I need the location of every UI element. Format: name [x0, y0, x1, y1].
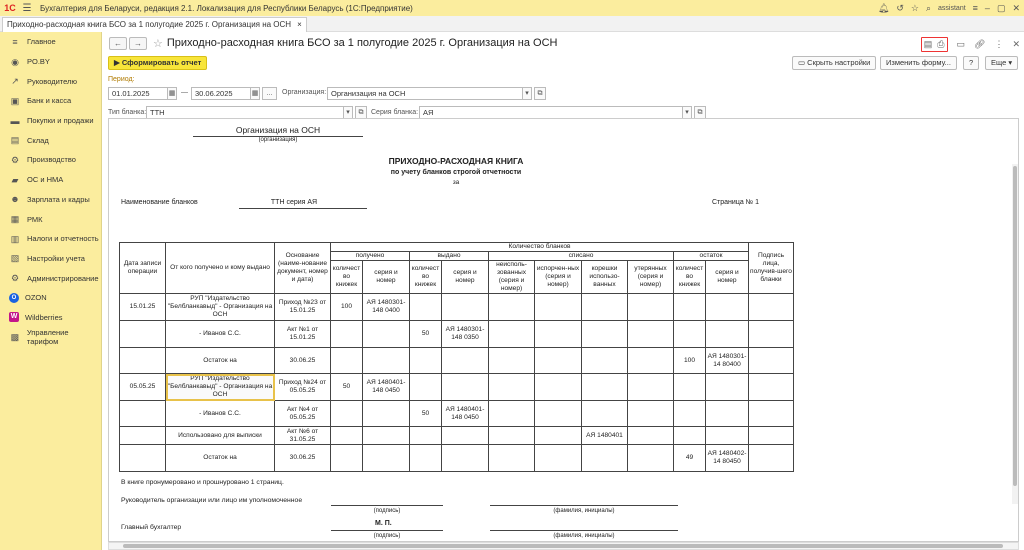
cell-received-qty[interactable]: 100	[331, 294, 363, 321]
cell-issued-series[interactable]: АЯ 1480401-148 0450	[442, 401, 489, 427]
report-org-name: Организация на ОСН	[235, 125, 321, 135]
cell-lost[interactable]	[628, 445, 674, 472]
report-title: ПРИХОДНО-РАСХОДНАЯ КНИГА	[388, 156, 524, 166]
header-from: От кого получено и кому выдано	[166, 243, 275, 294]
bell-icon[interactable]: 🔔︎	[877, 2, 890, 13]
sidebar-item-wildberries[interactable]	[0, 308, 101, 328]
period-dash: —	[181, 89, 188, 96]
sidebar-item-warehouse[interactable]	[0, 130, 101, 150]
gear-icon: ⚙	[10, 273, 20, 284]
cell-unused[interactable]	[489, 348, 535, 374]
back-button[interactable]: ←	[109, 37, 127, 50]
cell-lost[interactable]	[628, 374, 674, 401]
cell-balance-series[interactable]	[706, 427, 749, 445]
cell-balance-series[interactable]	[706, 321, 749, 348]
cell-balance-series[interactable]	[706, 374, 749, 401]
maximize-icon[interactable]: ▢	[996, 2, 1006, 13]
sidebar-item-taxes[interactable]	[0, 229, 101, 249]
report-sheet[interactable]	[108, 118, 1019, 542]
cell-balance-qty[interactable]: 49	[674, 445, 706, 472]
bank-icon: ▣	[10, 95, 20, 106]
blank-name-label: Наименование бланков	[121, 199, 198, 206]
app-title: Бухгалтерия для Беларуси, редакция 2.1. Локализация для Республики Беларусь (1С:Предприятие)	[40, 3, 413, 13]
print-icon[interactable]: ⎙	[937, 39, 945, 49]
sidebar-item-manager[interactable]	[0, 71, 101, 91]
sidebar-item-poby[interactable]	[0, 52, 101, 72]
blank-type-field[interactable]: ТТН	[146, 106, 344, 119]
cell-spoiled[interactable]	[535, 348, 582, 374]
cell-balance-qty[interactable]	[674, 321, 706, 348]
cell-from-selected[interactable]: РУП "Издательство "Белбланкавыд" - Организация на ОСН	[166, 374, 275, 401]
cell-date[interactable]	[120, 427, 166, 445]
cell-received-qty[interactable]	[331, 321, 363, 348]
cell-balance-qty[interactable]	[674, 294, 706, 321]
gear-icon: ⚙	[10, 154, 20, 165]
sidebar-item-label: Покупки и продажи	[27, 116, 94, 126]
sidebar-item-label: OZON	[25, 293, 47, 303]
title-bar-actions	[878, 0, 1020, 16]
header-written-off: списано	[489, 252, 674, 261]
cell-signature[interactable]	[749, 348, 794, 374]
cell-unused[interactable]	[489, 294, 535, 321]
header-lost: утерянных (серия и номер)	[628, 261, 674, 294]
cell-spoiled[interactable]	[535, 374, 582, 401]
cell-issued-series[interactable]	[442, 374, 489, 401]
sidebar-item-tariff[interactable]	[0, 327, 101, 347]
cell-stubs[interactable]	[582, 374, 628, 401]
report-org-caption: (организация)	[258, 137, 298, 143]
cell-issued-qty[interactable]	[410, 294, 442, 321]
cell-spoiled[interactable]	[535, 427, 582, 445]
header-balance: остаток	[674, 252, 749, 261]
cell-stubs[interactable]	[582, 348, 628, 374]
change-form-button[interactable]: Изменить форму...	[880, 56, 957, 70]
cell-issued-qty[interactable]	[410, 427, 442, 445]
cell-issued-qty[interactable]	[410, 348, 442, 374]
chief-name-line	[490, 530, 678, 531]
cell-from[interactable]: РУП "Издательство "Белбланкавыд" - Организация на ОСН	[166, 294, 275, 321]
date-from-calendar-icon[interactable]: ▦	[167, 87, 177, 100]
cell-received-qty[interactable]	[331, 401, 363, 427]
blank-type-dropdown-icon[interactable]: ▾	[343, 106, 353, 119]
cell-received-qty[interactable]	[331, 427, 363, 445]
cell-issued-series[interactable]	[442, 348, 489, 374]
sidebar-item-label: Настройки учета	[27, 253, 85, 263]
form-header-icons	[921, 37, 1020, 52]
cell-date[interactable]	[120, 321, 166, 348]
header-received: получено	[331, 252, 410, 261]
blank-name-underline	[239, 208, 367, 209]
cell-issued-series[interactable]: АЯ 1480301-148 0350	[442, 321, 489, 348]
cell-stubs[interactable]	[582, 321, 628, 348]
print-buttons-group	[921, 37, 948, 52]
save-icon[interactable]: ▤	[923, 39, 933, 49]
cell-balance-qty[interactable]	[674, 401, 706, 427]
wildberries-icon: W	[10, 313, 18, 321]
sidebar-item-label: Wildberries	[25, 312, 63, 322]
cell-date[interactable]	[120, 348, 166, 374]
circle-icon: ◉	[11, 56, 19, 67]
period-select-button[interactable]: ...	[262, 87, 277, 100]
cell-received-qty[interactable]: 50	[331, 374, 363, 401]
cell-signature[interactable]	[749, 401, 794, 427]
header-spoiled: испорчен-ных (серия и номер)	[535, 261, 582, 294]
date-to-field[interactable]: 30.06.2025	[191, 87, 251, 100]
forward-button[interactable]: →	[129, 37, 147, 50]
cell-basis[interactable]: Приход №24 от 05.05.25	[275, 374, 331, 401]
page-number: Страница № 1	[712, 199, 760, 206]
org-dropdown-icon[interactable]: ▾	[522, 87, 532, 100]
sidebar-item-rmk[interactable]	[0, 209, 101, 229]
series-open-icon[interactable]: ⧉	[694, 106, 706, 119]
tab-bar	[0, 16, 1024, 32]
date-from-field[interactable]: 01.01.2025	[108, 87, 168, 100]
sidebar-item-assets[interactable]	[0, 170, 101, 190]
close-form-icon[interactable]: ✕	[1012, 39, 1020, 49]
person-icon: ☻	[10, 194, 20, 205]
cell-date[interactable]: 05.05.25	[120, 374, 166, 401]
series-label: Серия бланка:	[371, 109, 419, 116]
cell-signature[interactable]	[749, 294, 794, 321]
stamp-place: М. П.	[375, 520, 392, 527]
cell-signature[interactable]	[749, 445, 794, 472]
cell-spoiled[interactable]	[535, 294, 582, 321]
cell-from[interactable]: - Иванов С.С.	[166, 401, 275, 427]
user-name[interactable]: assistant	[938, 4, 966, 12]
chief-signature-caption: (подпись)	[373, 533, 401, 539]
favorite-star-icon[interactable]: ☆	[153, 37, 163, 50]
cell-stubs[interactable]	[582, 401, 628, 427]
cell-spoiled[interactable]	[535, 445, 582, 472]
table-row	[120, 427, 794, 445]
cell-balance-series[interactable]	[706, 294, 749, 321]
sidebar-item-ozon[interactable]	[0, 288, 101, 308]
cell-received-series[interactable]	[363, 348, 410, 374]
sidebar-item-label: Управление тарифом	[26, 328, 69, 347]
list-icon: ≡	[12, 36, 18, 47]
cell-balance-qty[interactable]	[674, 374, 706, 401]
ozon-icon: O	[9, 293, 19, 303]
cell-date[interactable]: 15.01.25	[120, 294, 166, 321]
cell-received-series[interactable]: АЯ 1480301-148 0400	[363, 294, 410, 321]
table-row	[120, 445, 794, 472]
tab-report[interactable]	[2, 17, 307, 32]
report-period-for: за	[452, 179, 460, 186]
cell-issued-series[interactable]	[442, 427, 489, 445]
table-row	[120, 321, 794, 348]
more-label: Еще	[991, 58, 1007, 67]
sidebar	[0, 32, 102, 550]
sidebar-item-production[interactable]	[0, 150, 101, 170]
cell-basis[interactable]: Акт №6 от 31.05.25	[275, 427, 331, 445]
header-qty: количест во книжек	[331, 261, 363, 294]
chief-name-caption: (фамилия, инициалы)	[553, 533, 615, 539]
tax-icon: ▥	[10, 233, 20, 244]
table-row	[120, 374, 794, 401]
header-issued: выдано	[410, 252, 489, 261]
cell-from[interactable]: Остаток на	[166, 348, 275, 374]
cell-stubs[interactable]: АЯ 1480401	[582, 427, 628, 445]
form-title: Приходно-расходная книга БСО за 1 полугодие 2025 г. Организация на ОСН	[166, 37, 558, 49]
cell-from[interactable]: Остаток на	[166, 445, 275, 472]
generate-report-button[interactable]: ▶ Сформировать отчет	[108, 56, 207, 70]
history-icon[interactable]: ↺	[896, 2, 904, 13]
header-series: серия и номер	[363, 261, 410, 294]
main-area	[103, 32, 1024, 550]
cell-balance-series[interactable]	[706, 401, 749, 427]
blank-type-label: Тип бланка:	[108, 109, 147, 116]
cell-issued-qty[interactable]: 50	[410, 321, 442, 348]
cell-unused[interactable]	[489, 445, 535, 472]
cell-basis[interactable]: 30.06.25	[275, 445, 331, 472]
sidebar-item-label: Производство	[27, 155, 76, 165]
cell-issued-qty[interactable]: 50	[410, 401, 442, 427]
link-icon[interactable]: 🔗︎	[974, 39, 986, 49]
cell-balance-qty[interactable]: 100	[674, 348, 706, 374]
sidebar-item-accounting-settings[interactable]	[0, 249, 101, 269]
search-icon[interactable]: ⌕	[925, 2, 932, 13]
header-qty: количест во книжек	[410, 261, 442, 294]
cell-date[interactable]	[120, 401, 166, 427]
blank-type-open-icon[interactable]: ⧉	[355, 106, 367, 119]
cell-issued-qty[interactable]	[410, 445, 442, 472]
more-button[interactable]: Еще ▾	[985, 56, 1018, 70]
star-icon[interactable]: ☆	[910, 2, 919, 13]
header-date: Дата записи операции	[120, 243, 166, 294]
cell-issued-series[interactable]	[442, 445, 489, 472]
cell-lost[interactable]	[628, 321, 674, 348]
menu-icon[interactable]: ☰	[22, 2, 32, 14]
sidebar-item-label: Администрирование	[27, 273, 99, 283]
footer-note: В книге пронумеровано и прошнуровано 1 страниц.	[121, 479, 284, 486]
form-header	[103, 32, 1024, 54]
settings-icon: ▧	[10, 253, 20, 264]
cell-unused[interactable]	[489, 427, 535, 445]
minimize-icon[interactable]: –	[984, 3, 990, 13]
sidebar-item-label: Банк и касса	[27, 96, 72, 106]
vertical-scroll-thumb[interactable]	[1013, 166, 1017, 486]
cell-received-series[interactable]	[363, 445, 410, 472]
cell-received-series[interactable]	[363, 321, 410, 348]
cell-signature[interactable]	[749, 321, 794, 348]
cell-unused[interactable]	[489, 401, 535, 427]
cell-lost[interactable]	[628, 294, 674, 321]
header-qty: количест во книжек	[674, 261, 706, 294]
table-row	[120, 294, 794, 321]
head-name-caption: (фамилия, инициалы)	[553, 508, 615, 514]
org-field[interactable]: Организация на ОСН	[327, 87, 523, 100]
table-row	[120, 401, 794, 427]
header-series: серия и номер	[442, 261, 489, 294]
cell-signature[interactable]	[749, 427, 794, 445]
cell-received-series[interactable]	[363, 427, 410, 445]
vertical-scrollbar[interactable]	[1012, 164, 1018, 504]
cell-received-qty[interactable]	[331, 445, 363, 472]
sidebar-item-label: ОС и НМА	[27, 175, 64, 185]
cell-received-series[interactable]: АЯ 1480401-148 0450	[363, 374, 410, 401]
form-toolbar	[108, 56, 1019, 70]
tab-label: Приходно-расходная книга БСО за 1 полугодие 2025 г. Организация на ОСН	[7, 20, 292, 29]
cell-issued-qty[interactable]	[410, 374, 442, 401]
cell-balance-series[interactable]: АЯ 1480402-14 80450	[706, 445, 749, 472]
trend-icon: ↗	[11, 76, 19, 87]
warehouse-icon: ▤	[10, 135, 20, 146]
cell-basis[interactable]: Акт №1 от 15.01.25	[275, 321, 331, 348]
cell-date[interactable]	[120, 445, 166, 472]
tariff-icon: ▩	[10, 332, 20, 343]
cell-balance-qty[interactable]	[674, 427, 706, 445]
chief-accountant-label: Главный бухгалтер	[121, 524, 182, 531]
generate-report-label: Сформировать отчет	[121, 58, 202, 67]
cell-received-qty[interactable]	[331, 348, 363, 374]
register-icon: ▦	[10, 214, 20, 225]
cell-lost[interactable]	[628, 348, 674, 374]
org-open-icon[interactable]: ⧉	[534, 87, 546, 100]
cell-spoiled[interactable]	[535, 401, 582, 427]
tab-close-icon[interactable]: ×	[297, 20, 302, 29]
more-vertical-icon[interactable]: ⋮	[994, 39, 1004, 49]
sidebar-item-label: Налоги и отчетность	[27, 234, 99, 244]
sidebar-item-label: Руководителю	[27, 76, 78, 86]
preview-icon[interactable]: ▭	[956, 39, 966, 49]
title-bar	[0, 0, 1024, 16]
header-stubs: корешки использо-ванных	[582, 261, 628, 294]
org-label: Организация:	[282, 89, 327, 96]
header-qty-group: Количество бланков	[331, 243, 749, 252]
close-window-icon[interactable]: ✕	[1012, 2, 1020, 13]
head-signature-caption: (подпись)	[373, 508, 401, 514]
horizontal-scroll-thumb[interactable]	[123, 544, 1003, 548]
sidebar-item-label: Зарплата и кадры	[27, 194, 90, 204]
sidebar-item-main[interactable]	[0, 32, 101, 52]
cell-balance-series[interactable]: АЯ 1480301-14 80400	[706, 348, 749, 374]
cell-received-series[interactable]	[363, 401, 410, 427]
cell-unused[interactable]	[489, 374, 535, 401]
cell-basis[interactable]: Акт №4 от 05.05.25	[275, 401, 331, 427]
cell-issued-series[interactable]	[442, 294, 489, 321]
head-signature-line	[331, 505, 443, 506]
app-logo: 1С	[4, 3, 16, 13]
header-unused: неисполь-зованных (серия и номер)	[489, 261, 535, 294]
cell-from[interactable]: - Иванов С.С.	[166, 321, 275, 348]
sidebar-item-salary[interactable]	[0, 190, 101, 210]
series-dropdown-icon[interactable]: ▾	[682, 106, 692, 119]
chief-signature-line	[331, 530, 443, 531]
head-signature-label: Руководитель организации или лицо им уполномоченное	[121, 497, 303, 504]
sidebar-item-purchases[interactable]	[0, 111, 101, 131]
truck-icon: ▰	[11, 174, 19, 185]
table-row	[120, 348, 794, 374]
cell-basis[interactable]: 30.06.25	[275, 348, 331, 374]
cell-from[interactable]: Использовано для выписки	[166, 427, 275, 445]
period-label: Период:	[108, 76, 135, 83]
sidebar-item-admin[interactable]	[0, 268, 101, 288]
header-series: серия и номер	[706, 261, 749, 294]
cell-lost[interactable]	[628, 401, 674, 427]
series-field[interactable]: АЯ	[419, 106, 683, 119]
header-basis: Основание (наиме-нование документ, номер и дата)	[275, 243, 331, 294]
header-signature: Подпись лица, получив-шего бланки	[749, 243, 794, 294]
cart-icon: ▬	[10, 115, 20, 126]
cell-basis[interactable]: Приход №23 от 15.01.25	[275, 294, 331, 321]
cell-stubs[interactable]	[582, 294, 628, 321]
hide-settings-label: Скрыть настройки	[807, 58, 871, 67]
report-subtitle: по учету бланков строгой отчетности	[390, 169, 522, 176]
hide-settings-button[interactable]: ▭ Скрыть настройки	[792, 56, 876, 70]
help-button[interactable]: ?	[963, 56, 979, 70]
horizontal-scrollbar[interactable]	[108, 542, 1019, 550]
cell-signature[interactable]	[749, 374, 794, 401]
sidebar-item-bank[interactable]	[0, 91, 101, 111]
sidebar-item-label: Склад	[27, 135, 49, 145]
cell-unused[interactable]	[489, 321, 535, 348]
sidebar-item-label: PO.BY	[27, 57, 50, 67]
date-to-calendar-icon[interactable]: ▦	[250, 87, 260, 100]
cell-stubs[interactable]	[582, 445, 628, 472]
cell-lost[interactable]	[628, 427, 674, 445]
cell-spoiled[interactable]	[535, 321, 582, 348]
blank-name-value: ТТН серия АЯ	[270, 199, 318, 206]
sidebar-item-label: РМК	[27, 214, 43, 224]
sidebar-item-label: Главное	[27, 37, 56, 47]
settings-icon[interactable]: ≡	[972, 3, 978, 13]
head-name-line	[490, 505, 678, 506]
book-table	[119, 242, 794, 472]
